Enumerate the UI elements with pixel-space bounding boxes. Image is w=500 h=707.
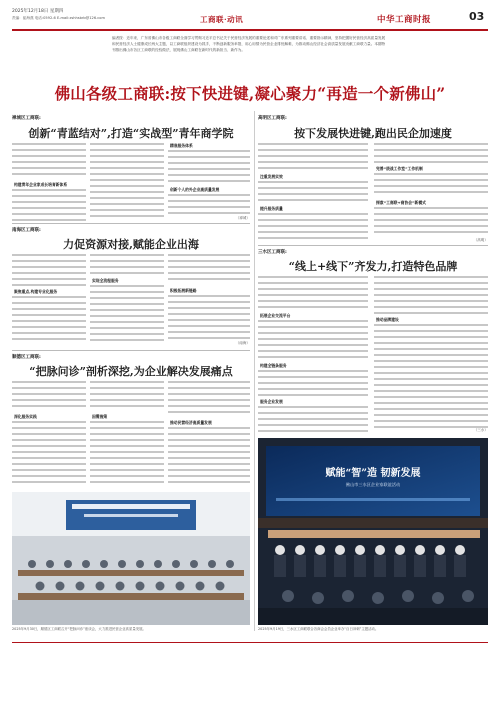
body-text	[90, 143, 164, 221]
column-divider	[254, 111, 255, 631]
body-text	[168, 254, 250, 284]
body-text	[90, 381, 164, 411]
body-text	[258, 406, 368, 432]
screen-title: 赋能“智”造 韧新发展	[325, 468, 421, 479]
editor-contact: 责编：崔海燕 电话:0592-6 E-mail:zshhsbrb@126.com	[12, 16, 105, 20]
body-text	[12, 189, 86, 221]
body-text	[374, 173, 488, 197]
screen-subtitle: 佛山市三水区企业家联谊活动	[345, 482, 401, 487]
subheading: 因需施策	[92, 414, 108, 419]
article-headline: 力促资源对接,赋能企业出海	[63, 238, 199, 251]
body-text	[90, 285, 164, 344]
body-text	[258, 320, 368, 360]
article-headline: “线上+线下”齐发力,打造特色品牌	[288, 260, 458, 273]
photo-caption: 2025年9月30日，顺德区工商联召开“把脉问诊”座谈会，大力推进民营企业高质量发展。	[12, 627, 146, 631]
meeting-photo	[12, 492, 250, 625]
section-title: 工商联·动讯	[200, 15, 244, 24]
page-number: 03	[469, 10, 485, 23]
article-source: 高明区工商联:	[258, 116, 287, 121]
body-text	[168, 194, 250, 216]
body-text	[258, 143, 368, 171]
body-text	[12, 254, 86, 286]
main-title: 佛山各级工商联:按下快进键,凝心聚力“再造一个新佛山”	[54, 84, 446, 103]
body-text	[374, 324, 488, 428]
subheading: 积极拓展新链路	[170, 288, 197, 293]
article-author: （禅城）	[235, 216, 250, 220]
article-author: （三水）	[473, 428, 488, 432]
article-headline: 创新“青蓝结对”,打造“实战型”青年商学院	[28, 127, 234, 140]
body-text	[374, 276, 488, 314]
subheading: 探索“工商联+商协会”新模式	[376, 200, 426, 205]
body-text	[258, 276, 368, 310]
editor-note	[112, 35, 388, 75]
subheading: 推动民营经济高质量发展	[170, 420, 212, 425]
subheading: 深化服务实践	[14, 414, 37, 419]
subheading: 拓展企业交流平台	[260, 313, 291, 318]
subheading: 精准服务体系	[170, 143, 193, 148]
body-text	[168, 295, 250, 339]
body-text	[168, 150, 250, 184]
editor-note-text: 编者按：近年来，广东省佛山市各级工商联全面学习贯彻习近平总书记关于民营经济发展的重要论述和对广东系列重要讲话、重要指示精神，坚持把握好民营经济高质量发展和民营经济人士健康成长两大主题，以工商联组织建设为抓手，不断创新服务举措，用心用情为民营企业排忧解难，为推动佛山经济社会高质量发展贡献工商联力量。本期特刊推出佛山市各区工商联的经验做法，展现佛山工商联在新时代的新担当、新作为。	[112, 36, 386, 53]
body-text	[258, 181, 368, 203]
body-text	[12, 421, 86, 487]
footer-rule	[12, 642, 488, 643]
meeting-photo-illustration	[12, 492, 250, 625]
article-author: （南海）	[235, 341, 250, 345]
subheading: 构建全链条服务	[260, 363, 287, 368]
subheading: 聚焦重点,构建专业化服务	[14, 289, 58, 294]
article-divider	[258, 245, 488, 246]
subheading: 完善“统战工作室”工作机制	[376, 166, 423, 171]
article-author: （高明）	[473, 238, 488, 242]
subheading: 推动品牌建设	[376, 317, 399, 322]
article-source: 顺德区工商联:	[12, 355, 41, 360]
issue-date: 2025年12月18日 星期四	[12, 9, 64, 14]
event-photo	[258, 438, 488, 625]
body-text	[258, 370, 368, 396]
article-headline: “把脉问诊”剖析深挖,为企业解决发展痛点	[29, 365, 233, 378]
body-text	[168, 427, 250, 487]
photo-caption: 2025年9月19日，三水区工商联联合各商会会员企业举办“百日冲刺”主题活动。	[258, 627, 379, 631]
body-text	[90, 421, 164, 487]
article-headline: 按下发展快进键,跑出民企加速度	[294, 127, 452, 140]
article-divider	[12, 350, 250, 351]
article-divider	[12, 223, 250, 224]
body-text	[374, 207, 488, 237]
body-text	[168, 381, 250, 417]
body-text	[258, 213, 368, 241]
header-rule	[12, 29, 488, 31]
subheading: 服务企业发展	[260, 399, 283, 404]
body-text	[374, 143, 488, 163]
article-source: 三水区工商联:	[258, 250, 287, 255]
subheading: 提升服务质量	[260, 206, 283, 211]
newspaper-name: 中华工商时报	[377, 15, 432, 25]
subheading: 实现全流程服务	[92, 278, 119, 283]
subheading: 创新个人的外企业高质量发展	[170, 187, 220, 192]
article-source: 南海区工商联:	[12, 228, 41, 233]
subheading: 构建青年企业家成长培育新体系	[14, 182, 68, 187]
body-text	[12, 381, 86, 411]
article-source: 禅城区工商联:	[12, 116, 41, 121]
body-text	[90, 254, 164, 274]
body-text	[12, 296, 86, 344]
body-text	[12, 143, 86, 179]
subheading: 注重发展实效	[260, 174, 283, 179]
